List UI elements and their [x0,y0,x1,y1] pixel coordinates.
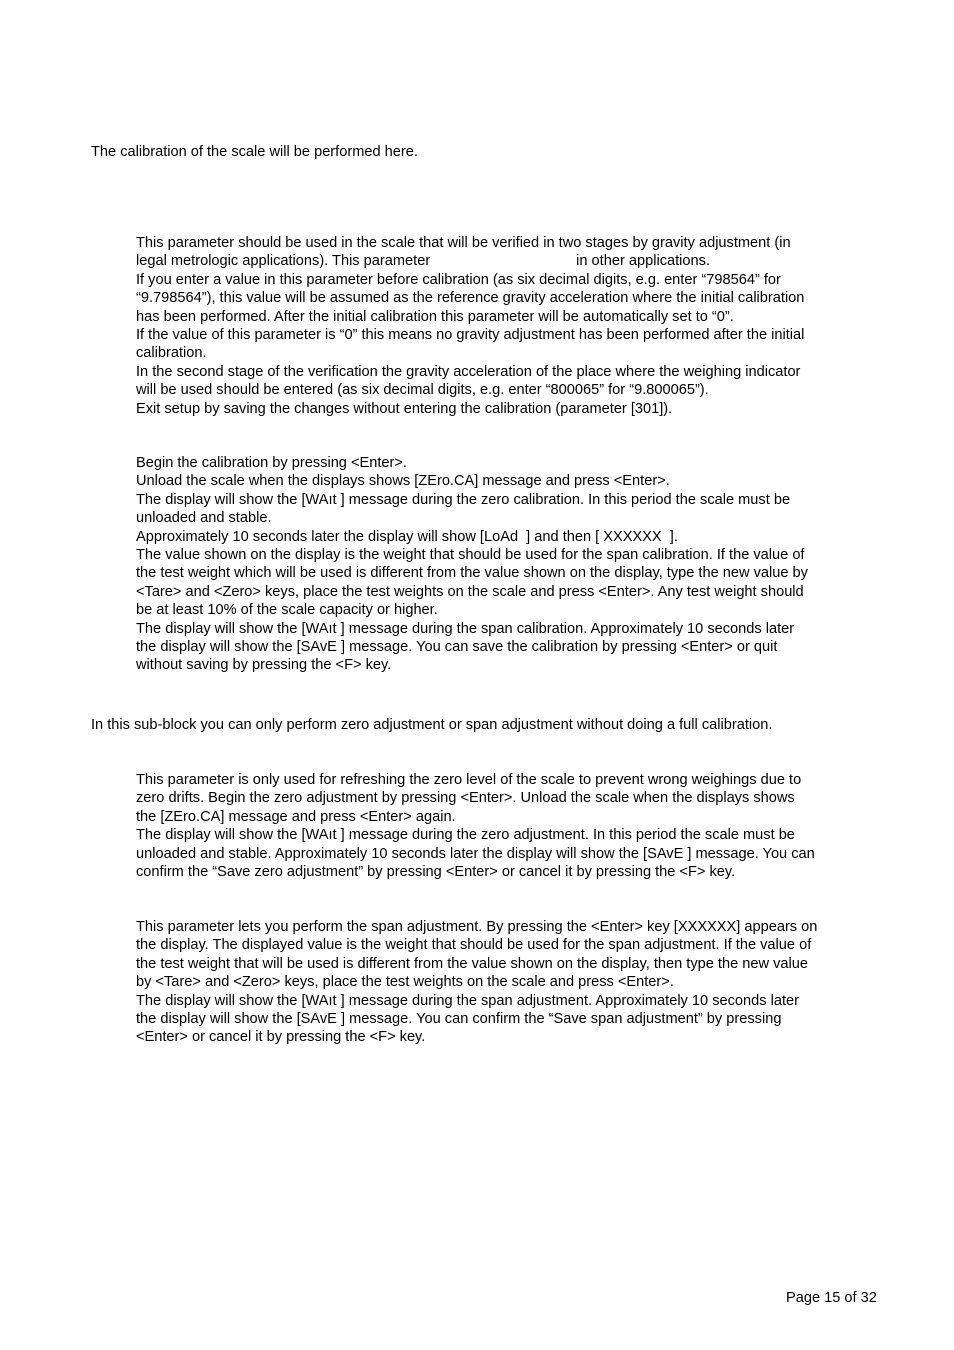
calibration-step-line: <Tare> and <Zero> keys, place the test weights on the scale and press <Enter>. Any test weight should [136,583,804,600]
page-number: Page 15 of 32 [786,1290,877,1306]
span-adjust-line: the display will show the [SAvE ] message. You can confirm the “Save span adjustment” by pressing [136,1011,782,1028]
span-adjust-line: This parameter lets you perform the span adjustment. By pressing the <Enter> key [XXXXXX] appears on [136,919,818,935]
calibration-step-line: The display will show the [WAıt ] message during the span calibration. Approximately 10 seconds later [136,620,795,637]
zero-adjust-line: confirm the “Save zero adjustment” by pressing <Enter> or cancel it by pressing the <F> key. [136,864,736,881]
calibration-step-line: Approximately 10 seconds later the display will show [LoAd ] and then [ XXXXXX ]. [136,528,678,545]
zero-adjustment-description [136,771,815,881]
calibration-step-line: the display will show the [SAvE ] message. You can save the calibration by pressing <Enter> or quit [136,639,778,656]
gravity-line: In the second stage of the verification the gravity acceleration of the place where the weighing indicator [136,363,801,380]
gravity-line: calibration. [136,345,207,362]
subblock-intro [91,716,772,734]
zero-adjust-line: unloaded and stable. Approximately 10 seconds later the display will show the [SAvE ] message. You can [136,845,815,862]
gravity-line: If you enter a value in this parameter before calibration (as six decimal digits, e.g. enter “798564” for [136,271,781,288]
calibration-step-line: Begin the calibration by pressing <Enter>. [136,455,407,471]
zero-adjust-line: the [ZEro.CA] message and press <Enter> again. [136,808,456,825]
calibration-step-line: the test weight which will be used is different from the value shown on the display, type the new value by [136,565,808,582]
gravity-line: If the value of this parameter is “0” this means no gravity adjustment has been performed after the initial [136,327,805,344]
span-adjust-line: The display will show the [WAıt ] message during the span adjustment. Approximately 10 seconds later [136,992,799,1009]
calibration-step-line: The display will show the [WAıt ] message during the zero calibration. In this period the scale must be [136,491,791,508]
calibration-step-line: Unload the scale when the displays shows [ZEro.CA] message and press <Enter>. [136,473,670,490]
span-adjust-line: the test weight that will be used is different from the value shown on the display, then type the new value [136,955,808,972]
calibration-steps [136,454,808,675]
zero-adjust-line: zero drifts. Begin the zero adjustment by pressing <Enter>. Unload the scale when the displays shows [136,790,795,807]
span-adjust-line: <Enter> or cancel it by pressing the <F> key. [136,1029,426,1046]
zero-adjust-line: The display will show the [WAıt ] message during the zero adjustment. In this period the scale must be [136,827,795,844]
calibration-step-line: without saving by pressing the <F> key. [136,657,392,674]
span-adjust-line: the display. The displayed value is the weight that should be used for the span adjustment. If the value of [136,937,812,954]
calibration-intro-text: The calibration of the scale will be performed here. [91,144,418,160]
gravity-line: This parameter should be used in the scale that will be verified in two stages by gravity adjustment (in [136,235,791,251]
span-adjust-line: by <Tare> and <Zero> keys, place the test weights on the scale and press <Enter>. [136,974,674,991]
span-adjustment-description [136,918,817,1047]
calibration-step-line: unloaded and stable. [136,510,272,527]
gravity-line: will be used should be entered (as six decimal digits, e.g. enter “800065” for “9.800065”). [136,382,709,399]
gravity-line: has been performed. After the initial calibration this parameter will be automatically set to “0”. [136,308,734,325]
gravity-parameter-description [136,234,804,418]
calibration-step-line: be at least 10% of the scale capacity or higher. [136,602,438,619]
calibration-step-line: The value shown on the display is the weight that should be used for the span calibration. If the value of [136,547,805,564]
zero-adjust-line: This parameter is only used for refreshing the zero level of the scale to prevent wrong weighings due to [136,772,802,788]
subblock-intro-text: In this sub-block you can only perform zero adjustment or span adjustment without doing a full calibration. [91,717,773,733]
calibration-intro [91,143,418,161]
gravity-line: Exit setup by saving the changes without entering the calibration (parameter [301]). [136,400,673,417]
gravity-line: “9.798564”), this value will be assumed as the reference gravity acceleration where the initial calibration [136,290,805,307]
gravity-line: legal metrologic applications). This parameter in other applications. [136,253,711,270]
